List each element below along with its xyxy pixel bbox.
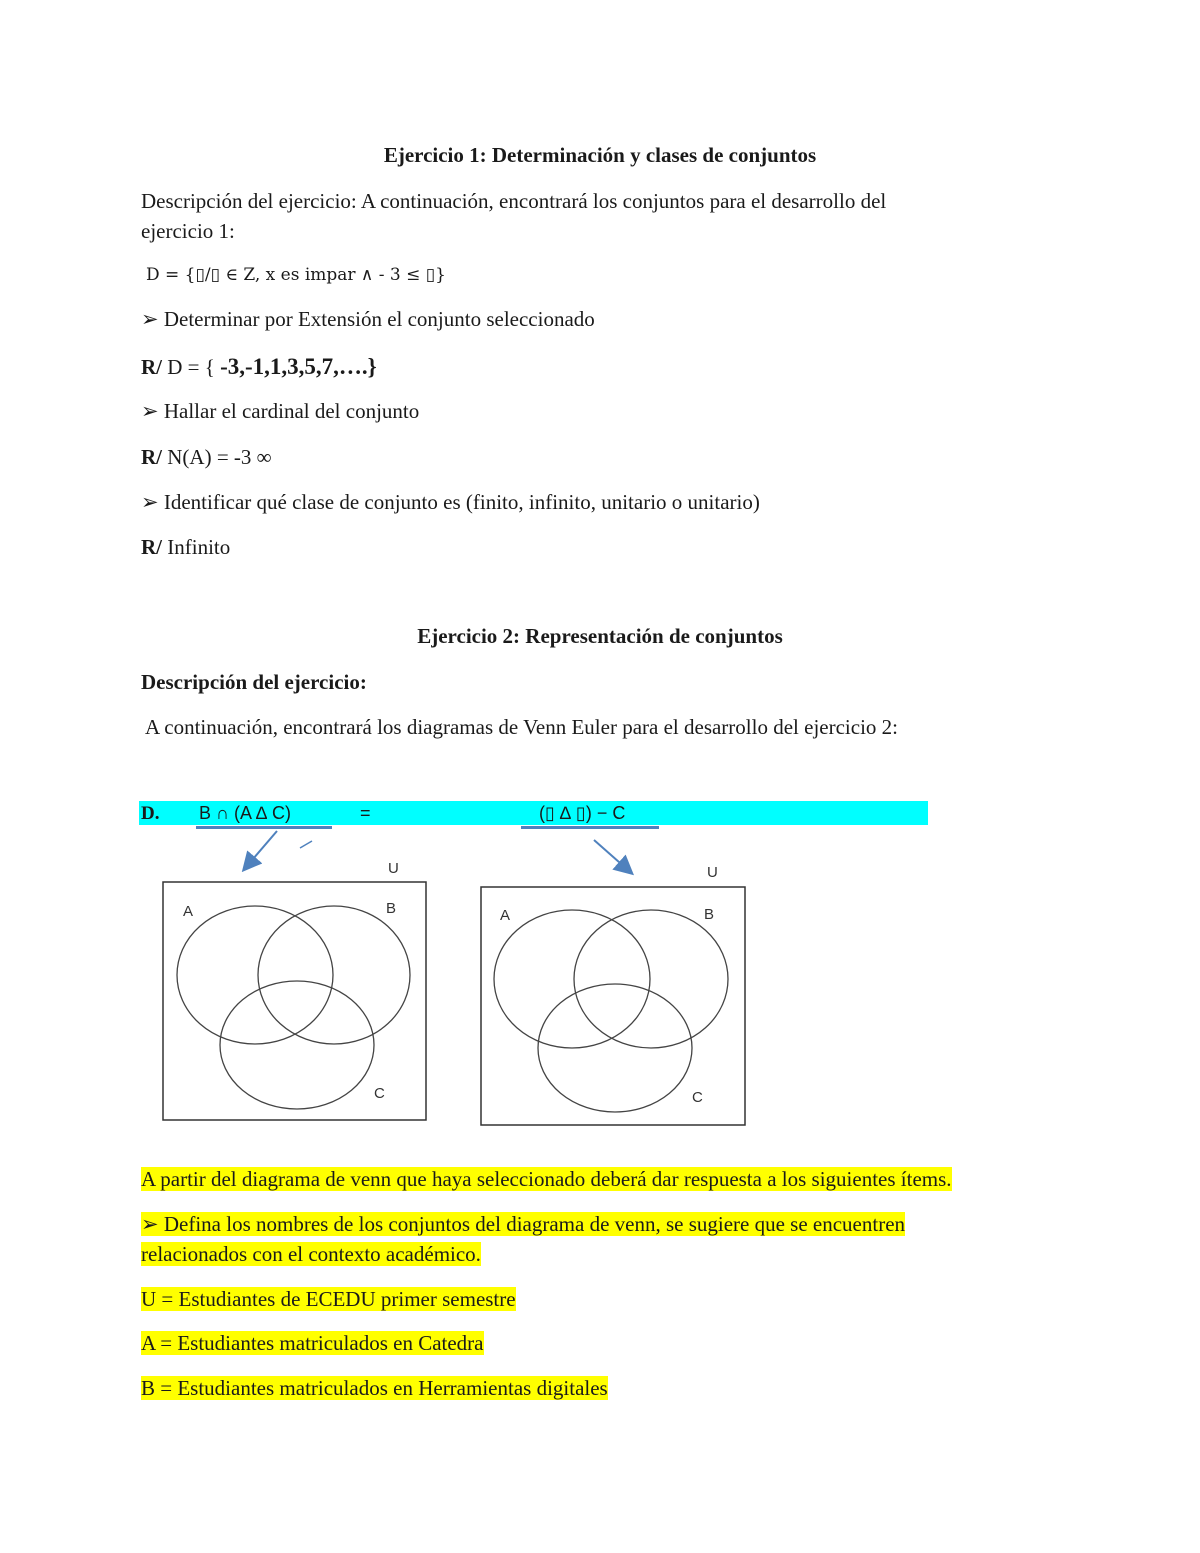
answer-cardinal bbox=[141, 444, 272, 470]
task-define-names-cont bbox=[141, 1241, 481, 1267]
banner-label: D. bbox=[141, 803, 160, 824]
banner-left-expression: B ∩ (A ∆ C) bbox=[199, 803, 291, 823]
highlighted-text: U = Estudiantes de ECEDU primer semestre bbox=[141, 1287, 516, 1311]
arrow-left-diagram bbox=[247, 831, 277, 866]
set-c-circle bbox=[220, 981, 374, 1109]
answer-prefix: R/ bbox=[141, 535, 162, 559]
banner-equals: = bbox=[360, 803, 371, 823]
set-a-label: A bbox=[183, 903, 194, 920]
answer-cardinal-value: N(A) = -3 ∞ bbox=[162, 445, 272, 469]
answer-prefix: R/ bbox=[141, 445, 162, 469]
exercise-1-description-cont: ejercicio 1: bbox=[141, 219, 235, 243]
venn-diagram-right bbox=[481, 864, 745, 1125]
highlighted-text: relacionados con el contexto académico. bbox=[141, 1242, 481, 1266]
set-b-circle bbox=[574, 910, 728, 1048]
highlighted-text: A partir del diagrama de venn que haya seleccionado deberá dar respuesta a los siguientes ítems. bbox=[141, 1167, 952, 1191]
exercise-1-description: Descripción del ejercicio: A continuación, encontrará los conjuntos para el desarrollo del bbox=[141, 189, 887, 213]
task-define-names bbox=[141, 1211, 905, 1237]
arrow-stub bbox=[300, 841, 312, 848]
set-b-label: B bbox=[386, 900, 397, 917]
answer-class-value: Infinito bbox=[162, 535, 231, 559]
task-class: ➢ Identificar qué clase de conjunto es (finito, infinito, unitario o unitario) bbox=[141, 490, 760, 514]
exercise-2-title: Ejercicio 2: Representación de conjuntos bbox=[417, 624, 783, 648]
highlighted-text: A = Estudiantes matriculados en Catedra bbox=[141, 1331, 484, 1355]
task-extension: ➢ Determinar por Extensión el conjunto seleccionado bbox=[141, 307, 595, 331]
exercise-2-description: A continuación, encontrará los diagramas de Venn Euler para el desarrollo del ejercicio 2: bbox=[145, 715, 898, 739]
exercise-banner bbox=[139, 801, 928, 825]
answer-prefix: R/ bbox=[141, 355, 162, 379]
exercise-2-description-label: Descripción del ejercicio: bbox=[141, 670, 367, 694]
arrow-right-diagram bbox=[594, 840, 628, 870]
universe-label: U bbox=[388, 860, 399, 877]
venn-diagrams bbox=[0, 826, 1200, 1186]
set-b-label: B bbox=[704, 906, 715, 923]
highlighted-text: ➢ Defina los nombres de los conjuntos del diagrama de venn, se sugiere que se encuentren bbox=[141, 1212, 906, 1236]
set-definition: D = {▯/▯ ∈ Z, x es impar ∧ - 3 ≤ ▯} bbox=[146, 265, 446, 285]
set-a-label: A bbox=[500, 907, 511, 924]
set-a-circle bbox=[494, 910, 650, 1048]
answer-set-intro: D = { bbox=[162, 355, 221, 379]
set-c-label: C bbox=[374, 1085, 385, 1102]
set-b-circle bbox=[258, 906, 410, 1044]
set-c-label: C bbox=[692, 1089, 703, 1106]
banner-right-expression: (▯ ∆ ▯) − C bbox=[539, 803, 626, 823]
answer-set-values: -3,-1,1,3,5,7,….} bbox=[220, 354, 377, 379]
universe-label: U bbox=[707, 864, 718, 881]
task-cardinal: ➢ Hallar el cardinal del conjunto bbox=[141, 399, 420, 423]
universe-box bbox=[163, 882, 426, 1120]
set-a-circle bbox=[177, 906, 333, 1044]
answer-class bbox=[141, 534, 230, 560]
set-b-definition bbox=[141, 1375, 608, 1401]
answer-extension bbox=[141, 354, 377, 380]
exercise-1-title: Ejercicio 1: Determinación y clases de conjuntos bbox=[383, 143, 817, 167]
venn-diagram-left bbox=[163, 860, 426, 1120]
highlighted-text: B = Estudiantes matriculados en Herramientas digitales bbox=[141, 1376, 608, 1400]
instructions-intro bbox=[141, 1166, 952, 1192]
universe-definition bbox=[141, 1286, 516, 1312]
set-a-definition bbox=[141, 1330, 484, 1356]
